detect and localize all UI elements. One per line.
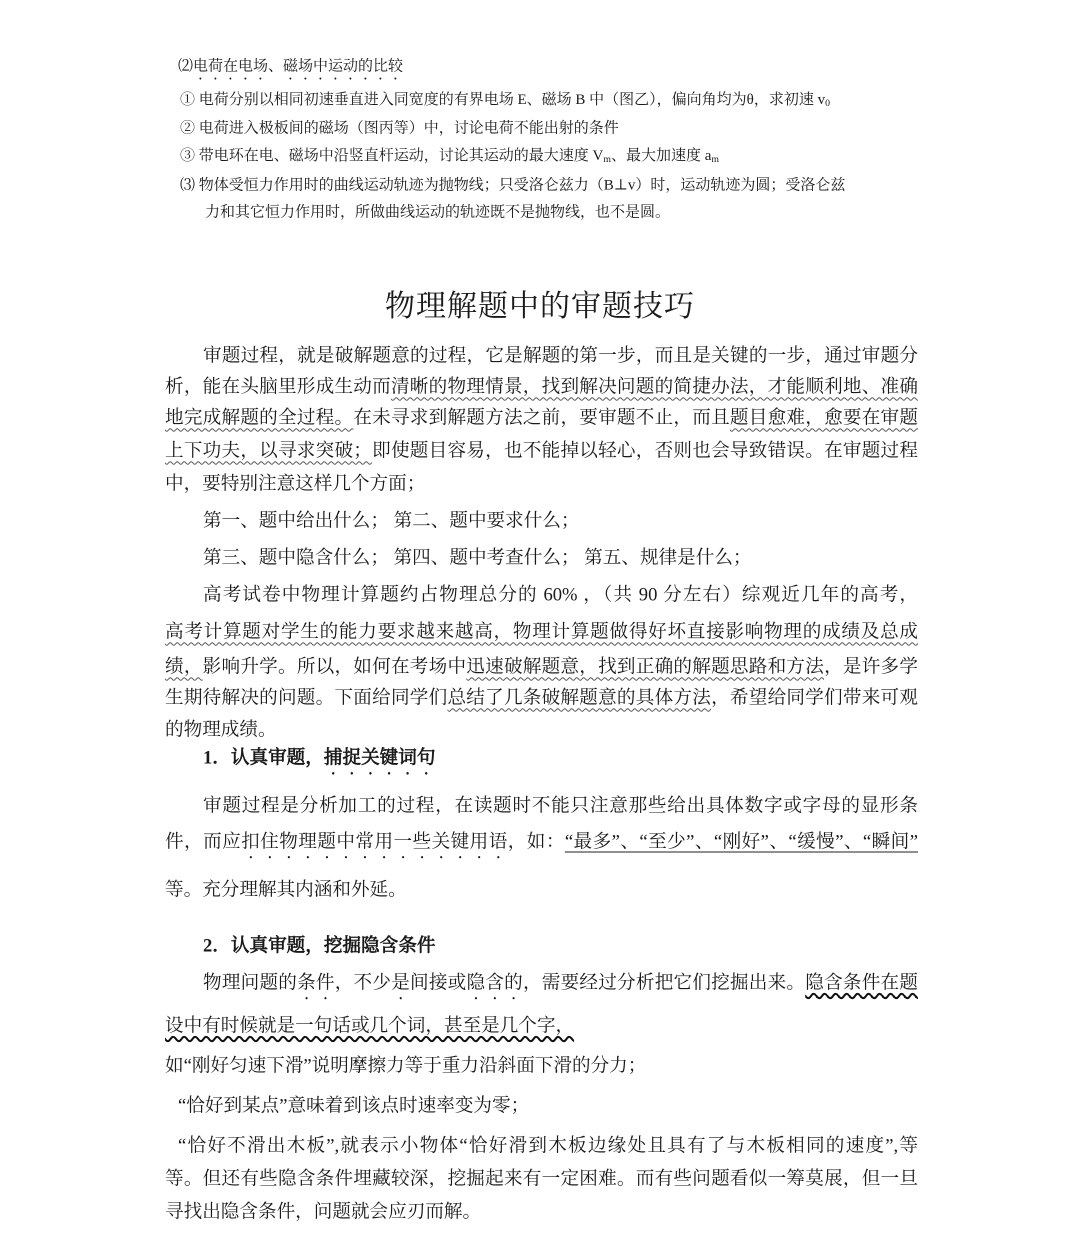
paragraph-line: [203, 547, 918, 569]
text-segment: ③ 带电环在电、磁场中沿竖直杆运动，讨论其运动的最大速度 V: [180, 148, 604, 165]
paragraph-line: [165, 832, 918, 863]
text-segment: 寻找出隐含条件，问题就会应刃而解。: [165, 1201, 482, 1223]
marked-text: 地完成解题的全过程。: [165, 407, 354, 429]
marked-text: 捕捉关键词句: [323, 747, 436, 769]
text-segment: 力和其它恒力作用时，所做曲线运动的轨迹既不是抛物线，也不是圆。: [205, 204, 671, 221]
text-segment: 等。但还有些隐含条件埋藏较深，挖掘起来有一定困难。而有些问题看似一筹莫展，但一旦: [165, 1168, 918, 1190]
text-segment: 审题过程是分析加工的过程，在读题时不能只注意那些给出具体数字或字母的显形条: [203, 795, 918, 817]
marked-text: 设中有时候就是一句话或几个词，甚至是几个字，: [165, 1015, 575, 1037]
subscript: m: [603, 154, 611, 166]
paragraph-line: [165, 879, 918, 901]
marked-text: 迅速破解题意，找到正确的解题思路和方法: [466, 656, 825, 678]
text-segment: 第一、题中给出什么； 第二、题中要求什么；: [203, 510, 580, 532]
marked-text: 隐含的: [466, 972, 523, 994]
example-line: [178, 1135, 918, 1157]
text-segment: 件，而应: [165, 831, 242, 853]
paragraph-line: [203, 795, 918, 817]
marked-text: 高考计算题对学生的能力要求越来越高，物理计算题做得好坏直接影响物理的成绩及总成: [165, 621, 918, 643]
text-segment: ，是许多学: [824, 656, 918, 678]
marked-text: 题目愈难，愈要在审题: [729, 407, 918, 429]
text-segment: 、最大加速度 a: [610, 148, 712, 165]
text-segment: 析，能在头脑里形成生动而: [165, 376, 391, 398]
text-segment: 高考试卷中物理计算题约占物理总分的 60% ，（共 90 分左右）综观近几年的高考，: [203, 584, 918, 606]
paragraph-line: [165, 1201, 918, 1223]
subscript: 0: [825, 98, 830, 110]
marked-text: 绩，: [165, 656, 203, 678]
text-segment: 等。充分理解其内涵和外延。: [165, 879, 407, 901]
marked-text: 清晰的物理情景，找到解决问题的简捷办法，才能顺利地、准确: [390, 376, 918, 398]
text-segment: “恰好到某点”意味着到该点时速率变为零；: [178, 1095, 530, 1117]
marked-text: “最多”、“至少”、“刚好”、“缓慢”、“瞬间”: [564, 831, 918, 853]
marked-text: 上下功夫，以寻求突破；: [165, 440, 372, 462]
text-segment: 生期待解决的问题。下面给同学们: [165, 687, 448, 709]
paragraph-line: [203, 584, 918, 606]
marked-text: 隐含条件在题: [805, 972, 918, 994]
text-segment: 第三、题中隐含什么； 第四、题中考查什么； 第五、规律是什么；: [203, 547, 752, 569]
text-segment: 2．认真审题，挖掘隐含条件: [203, 935, 436, 957]
text-segment: ，如：: [507, 831, 565, 853]
paragraph-line: [165, 1015, 918, 1037]
list-item: [180, 122, 619, 137]
paragraph-line: [165, 473, 918, 495]
paragraph-line: [203, 510, 918, 532]
text-segment: 1．认真审题，: [203, 747, 324, 769]
text-segment: ，希望给同学们带来可观: [711, 687, 918, 709]
paragraph-line: [165, 407, 918, 429]
text-segment: 的物理成绩。: [165, 719, 277, 741]
text-segment: 审题过程，就是破解题意的过程，它是解题的第一步，而且是关键的一步，通过审题分: [203, 345, 918, 367]
paragraph-line: [203, 345, 918, 367]
marked-text: 扣住物理题中常用一些关键用语: [241, 831, 508, 853]
marked-text: 是: [391, 972, 411, 994]
list-item-continued: [205, 206, 670, 221]
paragraph-line: [165, 376, 918, 398]
paragraph-line: [165, 687, 918, 709]
section-heading-1: [203, 748, 918, 779]
list-item: [180, 149, 719, 165]
text-segment: 在未寻求到解题方法之前，要审题不止，而且: [353, 407, 730, 429]
marked-text: 条件: [297, 972, 335, 994]
text-segment: “恰好不滑出木板”,就表示小物体“恰好滑到木板边缘处且具有了与木板相同的速度”,等: [178, 1135, 918, 1157]
section-heading: [178, 59, 403, 84]
text-segment: 如“刚好匀速下滑”说明摩擦力等于重力沿斜面下滑的分力；: [165, 1055, 647, 1077]
list-item: [180, 179, 845, 194]
marked-text: 总结了几条破解题意的具体方法: [447, 687, 712, 709]
text-segment: ⑶ 物体受恒力作用时的曲线运动轨迹为抛物线；只受洛仑兹力（B⊥v）时，运动轨迹为圆；受洛仑兹: [180, 177, 846, 194]
paragraph-line: [165, 621, 918, 643]
section-heading-2: [203, 935, 918, 957]
example-line: [165, 1055, 918, 1077]
paragraph-line: [203, 973, 918, 1004]
page-title: 物理解题中的审题技巧: [385, 290, 695, 323]
marked-text: 电荷在电场、磁场中运动的比较: [193, 58, 404, 75]
paragraph-line: [165, 656, 918, 678]
paragraph-line: [165, 440, 918, 462]
text-segment: ，需要经过分析把它们挖掘出来。: [522, 972, 806, 994]
text-segment: 物理问题的: [203, 972, 298, 994]
text-segment: 中，要特别注意这样几个方面；: [165, 473, 426, 495]
example-line: [178, 1095, 931, 1117]
text-segment: ，不少: [334, 972, 392, 994]
text-segment: 间接或: [410, 972, 467, 994]
paragraph-line: [165, 719, 918, 741]
list-item: [180, 93, 830, 109]
text-segment: ② 电荷进入极板间的磁场（图丙等）中，讨论电荷不能出射的条件: [180, 120, 619, 137]
text-segment: 即使题目容易，也不能掉以轻心，否则也会导致错误。在审题过程: [371, 440, 918, 462]
subscript: m: [711, 154, 719, 166]
text-segment: 影响升学。所以，如何在考场中: [202, 656, 467, 678]
text-segment: ⑵: [178, 58, 194, 75]
text-segment: ① 电荷分别以相同初速垂直进入同宽度的有界电场 E、磁场 B 中（图乙），偏向角均为θ，求初速 v: [180, 92, 826, 109]
paragraph-line: [165, 1168, 918, 1190]
